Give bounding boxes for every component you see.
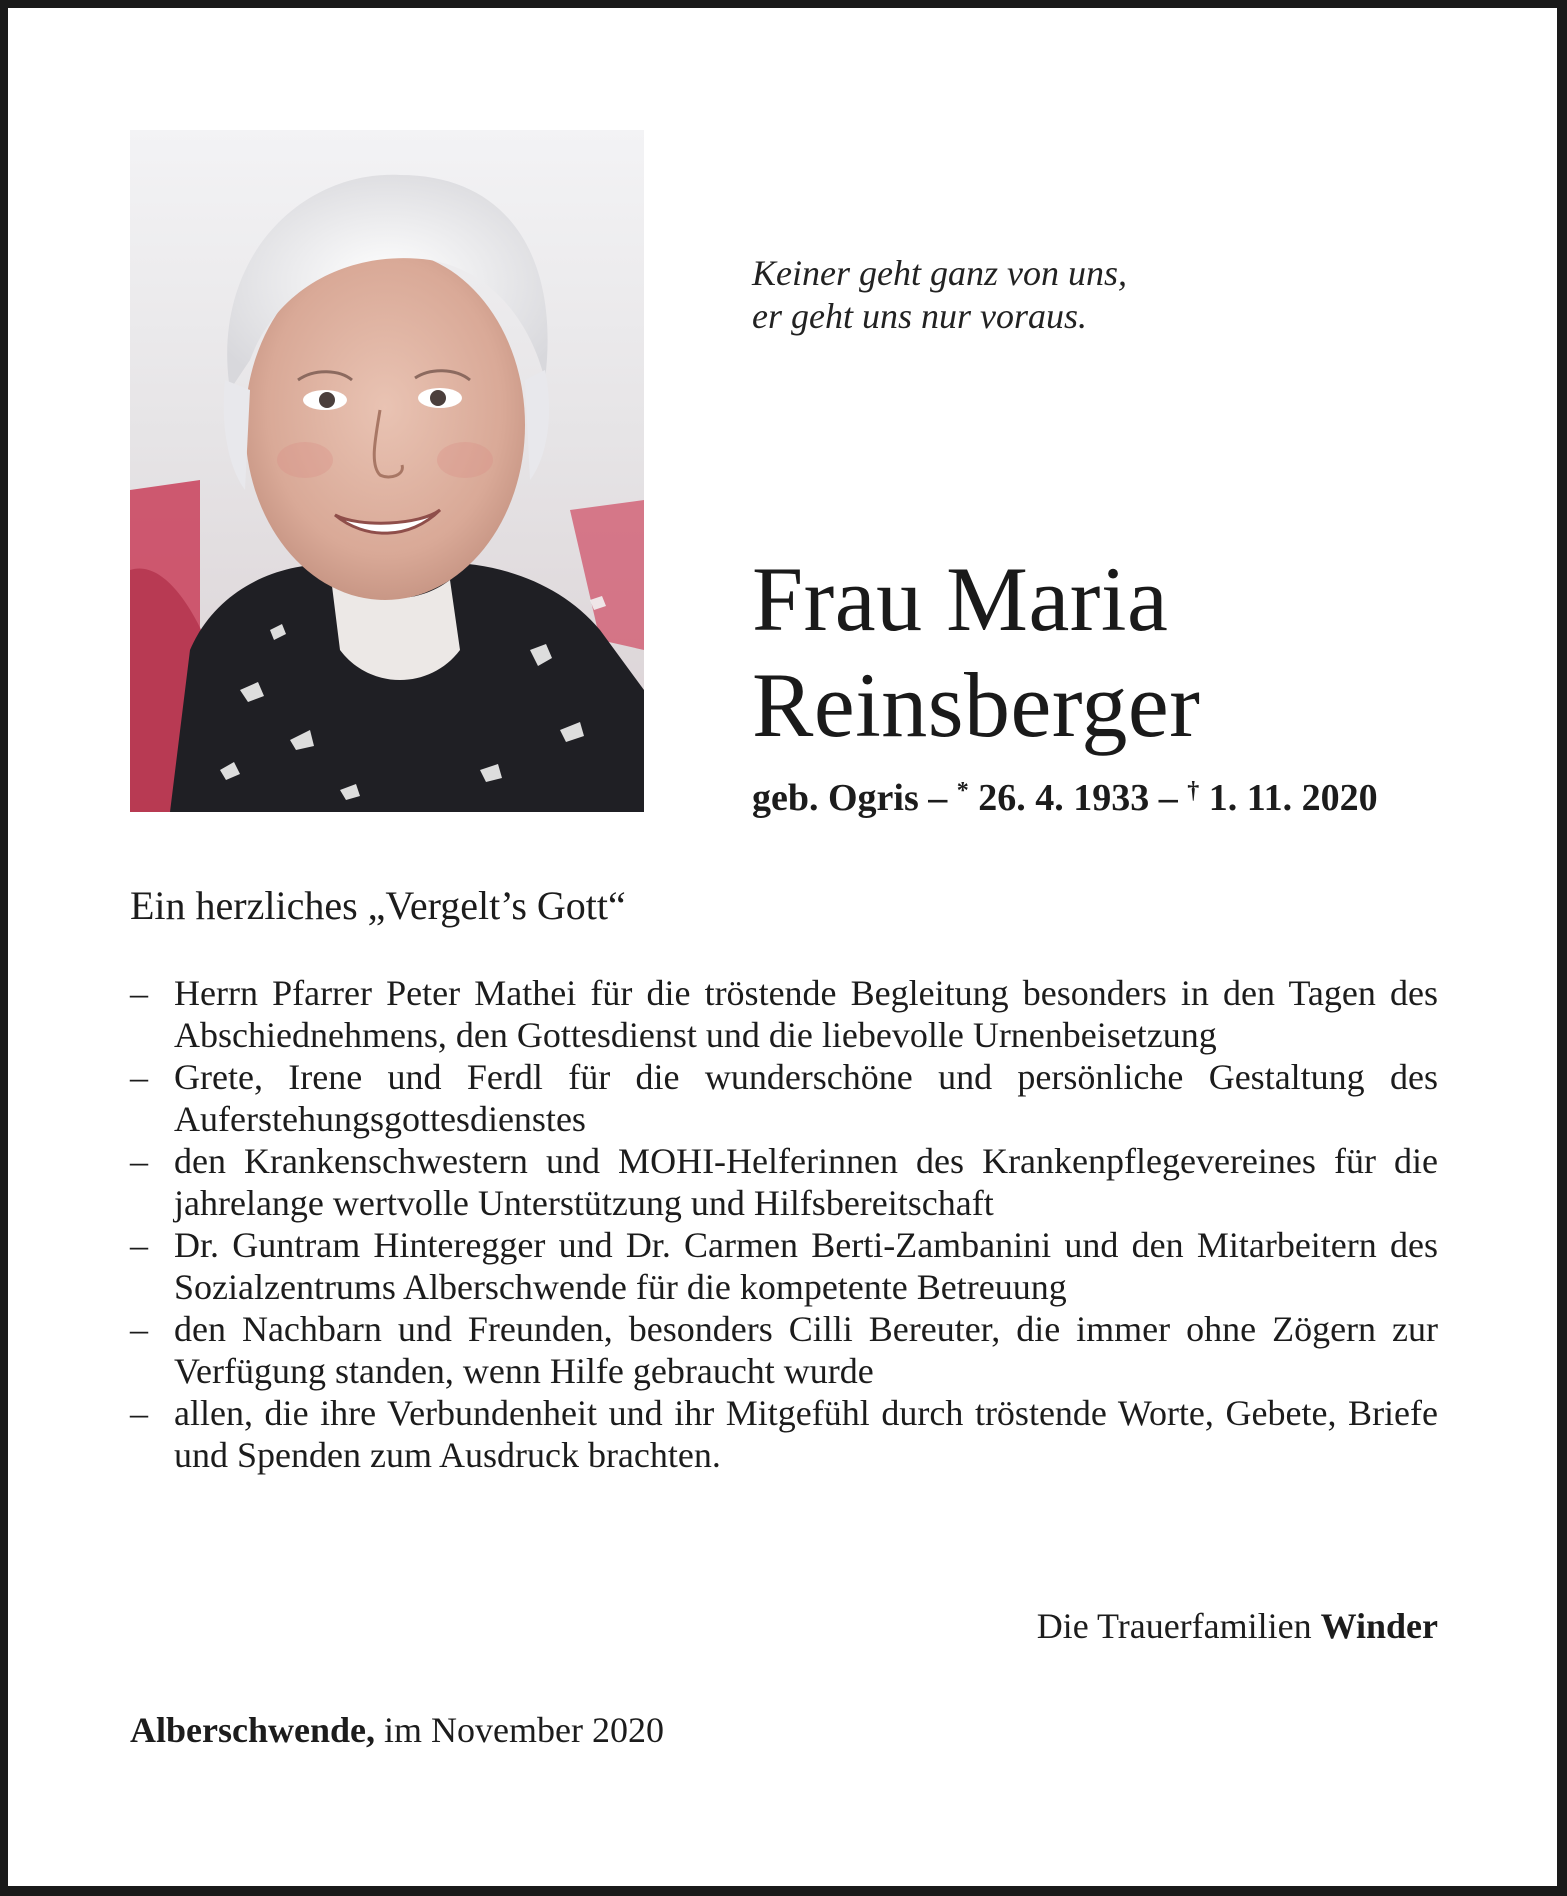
- birth-symbol: *: [956, 778, 969, 804]
- list-item-text: Grete, Irene und Ferdl für die wunderschöne und persönliche Gestaltung des Auferstehungsgottesdienstes: [174, 1057, 1438, 1139]
- motto-quote: [752, 252, 1127, 338]
- list-item: [130, 972, 1438, 1056]
- death-symbol: †: [1187, 778, 1200, 804]
- signature-prefix: Die Trauerfamilien: [1036, 1606, 1321, 1646]
- list-item-text: allen, die ihre Verbundenheit und ihr Mitgefühl durch tröstende Worte, Gebete, Briefe und Spenden zum Ausdruck brachten.: [174, 1393, 1438, 1475]
- list-dash: –: [130, 973, 148, 1013]
- list-item: [130, 1308, 1438, 1392]
- list-item: [130, 1224, 1438, 1308]
- birth-name: geb. Ogris: [752, 777, 919, 819]
- life-dates: [752, 775, 1378, 821]
- list-dash: –: [130, 1141, 148, 1181]
- list-dash: –: [130, 1225, 148, 1265]
- list-item-text: Dr. Guntram Hinteregger und Dr. Carmen Berti-Zambanini und den Mitarbeitern des Sozialzentrums Alberschwende für die kompetente Betreuung: [174, 1225, 1438, 1307]
- family-name: Winder: [1320, 1606, 1438, 1646]
- name-line-1: Frau Maria: [752, 548, 1169, 650]
- list-item: [130, 1392, 1438, 1476]
- list-item-text: den Nachbarn und Freunden, besonders Cilli Bereuter, die immer ohne Zögern zur Verfügung standen, wenn Hilfe gebraucht wurde: [174, 1309, 1438, 1391]
- thanks-heading: Ein herzliches „Vergelt’s Gott“: [130, 883, 626, 928]
- deceased-name: [752, 546, 1200, 758]
- portrait-photo: [130, 130, 644, 812]
- place-date: [130, 1708, 664, 1752]
- birth-date: 26. 4. 1933: [968, 777, 1150, 819]
- list-dash: –: [130, 1057, 148, 1097]
- obituary-page: [8, 8, 1557, 1886]
- motto-line-1: Keiner geht ganz von uns,: [752, 253, 1127, 293]
- list-item: [130, 1140, 1438, 1224]
- signature: [1037, 1604, 1438, 1648]
- list-dash: –: [130, 1309, 148, 1349]
- thanks-list: [130, 972, 1438, 1476]
- date-separator-1: –: [918, 777, 957, 819]
- list-item-text: Herrn Pfarrer Peter Mathei für die tröstende Begleitung besonders in den Tagen des Abschiednehmens, den Gottesdienst und die liebevolle Urnenbeisetzung: [174, 973, 1438, 1055]
- date-separator-2: –: [1149, 777, 1188, 819]
- list-dash: –: [130, 1393, 148, 1433]
- motto-line-2: er geht uns nur voraus.: [752, 296, 1087, 336]
- list-item-text: den Krankenschwestern und MOHI-Helferinnen des Krankenpflegevereines für die jahrelange wertvolle Unterstützung und Hilfsbereitschaft: [174, 1141, 1438, 1223]
- name-line-2: Reinsberger: [752, 654, 1201, 756]
- death-date: 1. 11. 2020: [1199, 777, 1378, 819]
- place: Alberschwende,: [130, 1710, 375, 1750]
- list-item: [130, 1056, 1438, 1140]
- date-text: im November 2020: [375, 1710, 664, 1750]
